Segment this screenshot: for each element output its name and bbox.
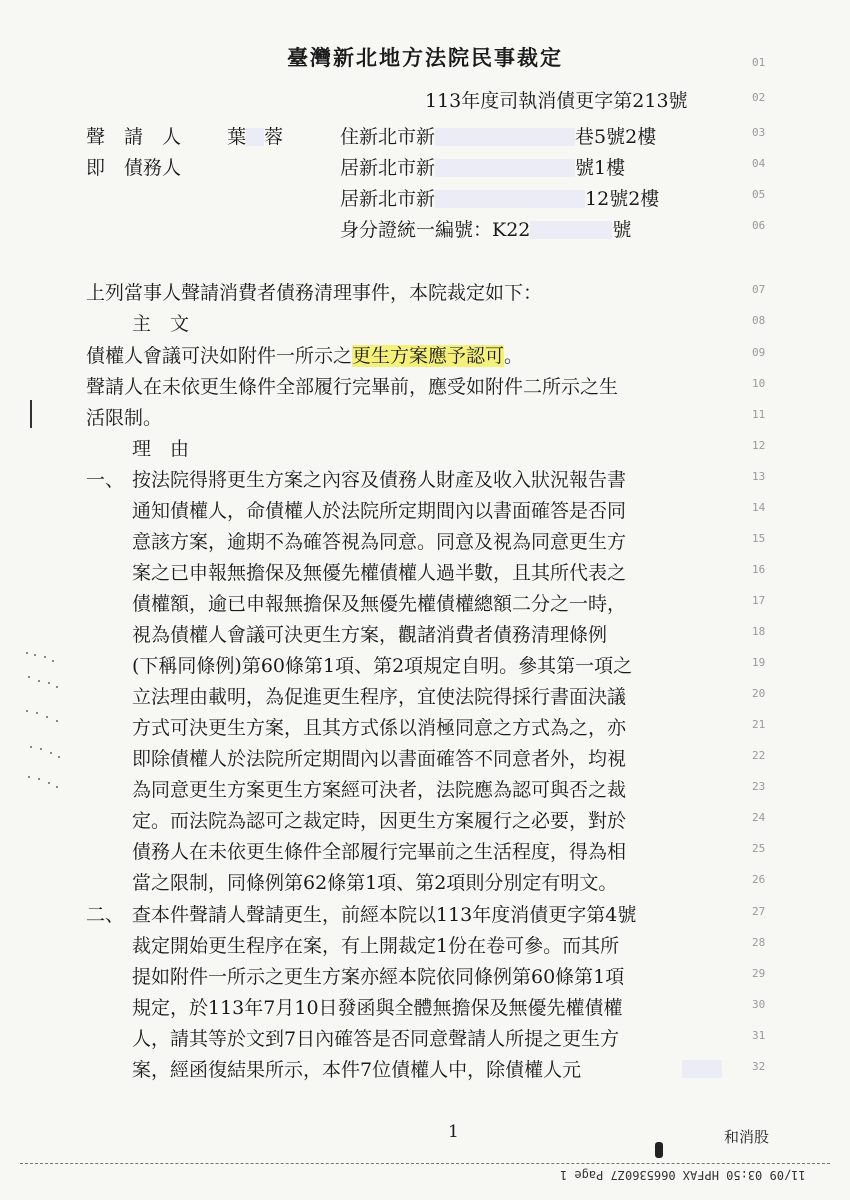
redaction-box bbox=[435, 190, 585, 208]
id-number-line bbox=[340, 215, 631, 242]
line-number: 12 bbox=[752, 439, 766, 452]
address-3-suffix: 12號2樓 bbox=[585, 188, 660, 210]
main-text-line-3: 活限制。 bbox=[86, 407, 163, 429]
line-number: 18 bbox=[752, 625, 766, 638]
dot bbox=[56, 686, 58, 688]
main-heading: 主 文 bbox=[132, 313, 190, 335]
dot bbox=[36, 712, 38, 714]
line-number: 15 bbox=[752, 532, 766, 545]
dot bbox=[26, 710, 28, 712]
binding-holes-dots bbox=[22, 650, 62, 800]
item-1-mark: 一、 bbox=[86, 469, 125, 491]
dot bbox=[28, 676, 30, 678]
line-number: 22 bbox=[752, 749, 766, 762]
intro-line: 上列當事人聲請消費者債務清理事件，本院裁定如下： bbox=[86, 282, 543, 304]
line-number: 21 bbox=[752, 718, 766, 731]
paragraph-line: 查本件聲請人聲請更生，前經本院以113年度消債更字第4號 bbox=[132, 904, 637, 926]
line-number: 10 bbox=[752, 377, 766, 390]
dot bbox=[30, 746, 32, 748]
paragraph-line: 按法院得將更生方案之內容及債務人財產及收入狀況報告書 bbox=[132, 469, 627, 491]
line-number: 01 bbox=[752, 56, 766, 69]
document-title: 臺灣新北地方法院民事裁定 bbox=[287, 45, 563, 70]
reason-heading: 理 由 bbox=[132, 438, 190, 460]
dot bbox=[48, 782, 50, 784]
main-text-line-1 bbox=[86, 341, 523, 368]
paragraph-line: 案，經函復結果所示，本件7位債權人中，除債權人元 bbox=[132, 1059, 582, 1081]
dot bbox=[46, 716, 48, 718]
line-number: 25 bbox=[752, 842, 766, 855]
line-number: 32 bbox=[752, 1060, 766, 1073]
main-text-1a: 債權人會議可決如附件一所示之 bbox=[86, 345, 353, 367]
line-number: 03 bbox=[752, 126, 766, 139]
line-number: 31 bbox=[752, 1029, 766, 1042]
division-name: 和消股 bbox=[724, 1128, 770, 1146]
dot bbox=[56, 720, 58, 722]
line-number: 02 bbox=[752, 91, 766, 104]
line-number: 06 bbox=[752, 219, 766, 232]
line-number: 19 bbox=[752, 656, 766, 669]
dot bbox=[34, 654, 36, 656]
paragraph-line: 通知債權人，命債權人於法院所定期間內以書面確答是否同 bbox=[132, 500, 627, 522]
dot bbox=[40, 748, 42, 750]
paragraph-line: 意該方案，逾期不為確答視為同意。同意及視為同意更生方 bbox=[132, 531, 627, 553]
fax-header-stamp: 11/09 03:50 HPFAX 0665360Z7 Page 1 bbox=[560, 1168, 806, 1182]
dot bbox=[26, 652, 28, 654]
line-number: 17 bbox=[752, 594, 766, 607]
paragraph-line: 裁定開始更生程序在案，有上開裁定1份在卷可參。而其所 bbox=[132, 935, 620, 957]
line-number: 07 bbox=[752, 283, 766, 296]
paragraph-line: 當之限制，同條例第62條第1項、第2項則分別定有明文。 bbox=[132, 872, 618, 894]
dot bbox=[52, 660, 54, 662]
redaction-box bbox=[682, 1060, 722, 1078]
main-text-1c: 。 bbox=[504, 345, 524, 367]
redaction-box bbox=[435, 159, 575, 177]
line-number: 09 bbox=[752, 346, 766, 359]
address-line-2 bbox=[340, 153, 625, 180]
ink-blot bbox=[655, 1142, 663, 1158]
dot bbox=[48, 682, 50, 684]
address-line-1 bbox=[340, 122, 656, 149]
petitioner-name-b: 蓉 bbox=[264, 126, 284, 148]
id-prefix: 身分證統一編號：K22 bbox=[340, 219, 531, 241]
paragraph-line: 為同意更生方案更生方案經可決者，法院應為認可與否之裁 bbox=[132, 779, 627, 801]
line-number: 08 bbox=[752, 314, 766, 327]
case-number: 113年度司執消債更字第213號 bbox=[425, 90, 688, 112]
address-3-prefix: 居新北市新 bbox=[340, 188, 436, 210]
address-line-3 bbox=[340, 184, 659, 211]
paragraph-line: 方式可決更生方案，且其方式係以消極同意之方式為之，亦 bbox=[132, 717, 627, 739]
line-number: 05 bbox=[752, 188, 766, 201]
party-line-1 bbox=[86, 122, 283, 149]
page-number: 1 bbox=[448, 1122, 459, 1142]
dot bbox=[58, 756, 60, 758]
line-number: 20 bbox=[752, 687, 766, 700]
dot bbox=[56, 786, 58, 788]
redaction-box bbox=[435, 128, 575, 146]
line-number: 30 bbox=[752, 998, 766, 1011]
paragraph-line: 案之已申報無擔保及無優先權債權人過半數，且其所代表之 bbox=[132, 562, 627, 584]
paragraph-line: 人，請其等於文到7日內確答是否同意聲請人所提之更生方 bbox=[132, 1028, 620, 1050]
paragraph-line: 規定，於113年7月10日發函與全體無擔保及無優先權債權 bbox=[132, 997, 623, 1019]
line-number: 16 bbox=[752, 563, 766, 576]
line-number: 26 bbox=[752, 873, 766, 886]
address-2-suffix: 號1樓 bbox=[575, 157, 626, 179]
item-2-mark: 二、 bbox=[86, 904, 125, 926]
line-number: 28 bbox=[752, 936, 766, 949]
line-number: 13 bbox=[752, 470, 766, 483]
dot bbox=[38, 680, 40, 682]
line-number: 23 bbox=[752, 780, 766, 793]
margin-pen-mark bbox=[30, 400, 32, 428]
address-1-prefix: 住新北市新 bbox=[340, 126, 436, 148]
petitioner-name-a: 葉 bbox=[227, 126, 247, 148]
highlighted-text: 更生方案應予認可 bbox=[352, 345, 505, 367]
dot bbox=[38, 778, 40, 780]
redaction-box bbox=[530, 221, 612, 239]
petitioner-label: 聲 請 人 bbox=[86, 126, 182, 148]
main-text-line-2: 聲請人在未依更生條件全部履行完畢前，應受如附件二所示之生 bbox=[86, 376, 619, 398]
line-number: 29 bbox=[752, 967, 766, 980]
footer-divider bbox=[20, 1163, 830, 1164]
paragraph-line: 視為債權人會議可決更生方案，觀諸消費者債務清理條例 bbox=[132, 624, 608, 646]
paragraph-line: 即除債權人於法院所定期間內以書面確答不同意者外，均視 bbox=[132, 748, 627, 770]
paragraph-line: 定。而法院為認可之裁定時，因更生方案履行之必要，對於 bbox=[132, 810, 627, 832]
dot bbox=[28, 776, 30, 778]
id-suffix: 號 bbox=[612, 219, 632, 241]
paragraph-line: 債務人在未依更生條件全部履行完畢前之生活程度，得為相 bbox=[132, 841, 627, 863]
debtor-label: 即 債務人 bbox=[86, 157, 182, 179]
paragraph-line: 立法理由載明，為促進更生程序，宜使法院得採行書面決議 bbox=[132, 686, 627, 708]
line-number: 24 bbox=[752, 811, 766, 824]
line-number: 27 bbox=[752, 905, 766, 918]
redaction-box bbox=[246, 128, 264, 146]
line-number: 14 bbox=[752, 501, 766, 514]
dot bbox=[44, 656, 46, 658]
line-number: 11 bbox=[752, 408, 766, 421]
paragraph-line: (下稱同條例)第60條第1項、第2項規定自明。參其第一項之 bbox=[132, 655, 633, 677]
dot bbox=[50, 752, 52, 754]
address-2-prefix: 居新北市新 bbox=[340, 157, 436, 179]
address-1-suffix: 巷5號2樓 bbox=[575, 126, 657, 148]
paragraph-line: 提如附件一所示之更生方案亦經本院依同條例第60條第1項 bbox=[132, 966, 625, 988]
line-number: 04 bbox=[752, 157, 766, 170]
paragraph-line: 債權額，逾已申報無擔保及無優先權債權總額二分之一時， bbox=[132, 593, 627, 615]
